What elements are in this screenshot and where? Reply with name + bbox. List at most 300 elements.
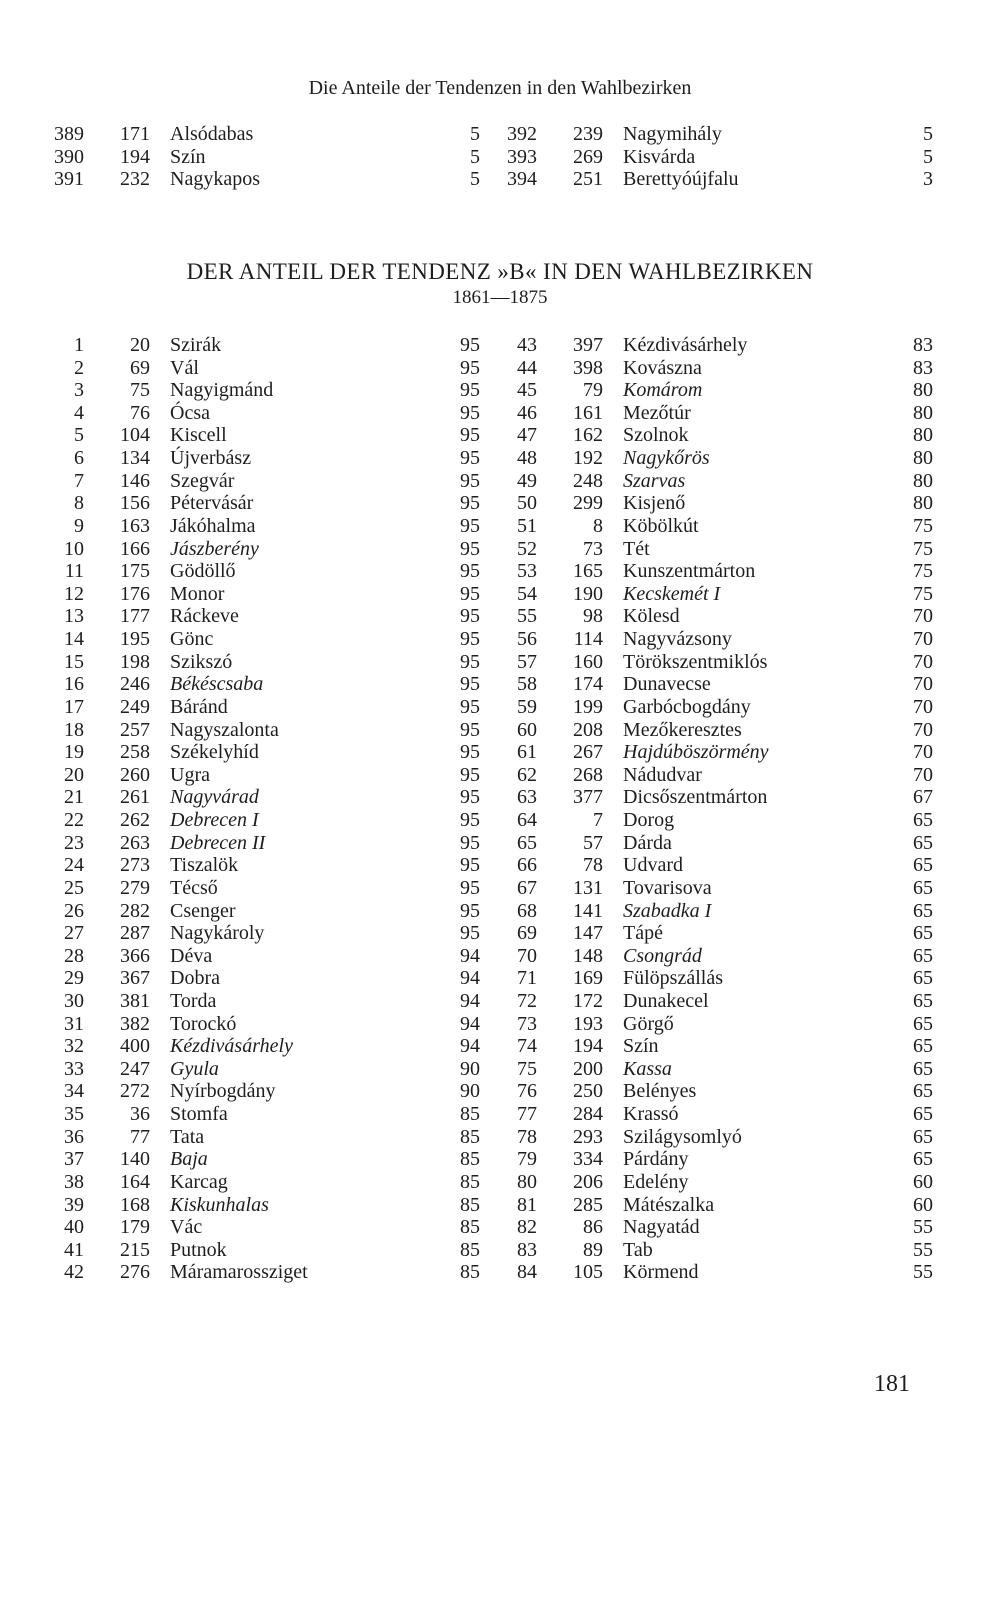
percentage-cell: 65 bbox=[913, 899, 933, 922]
district-number-cell: 232 bbox=[120, 168, 150, 191]
district-number-cell: 134 bbox=[120, 447, 150, 470]
percentage-cell: 85 bbox=[460, 1170, 480, 1193]
table-row bbox=[44, 356, 484, 380]
rank-cell: 40 bbox=[64, 1216, 84, 1239]
table-row bbox=[497, 740, 937, 764]
district-number-cell: 284 bbox=[573, 1103, 603, 1126]
table-row bbox=[497, 831, 937, 855]
district-name-cell: Szikszó bbox=[170, 650, 233, 673]
rank-cell: 67 bbox=[517, 876, 537, 899]
district-name-cell: Gyula bbox=[170, 1057, 219, 1080]
district-name-cell: Déva bbox=[170, 944, 213, 967]
district-number-cell: 299 bbox=[573, 492, 603, 515]
section-years: 1861—1875 bbox=[452, 287, 548, 308]
rank-cell: 21 bbox=[64, 786, 84, 809]
district-number-cell: 250 bbox=[573, 1080, 603, 1103]
table-row bbox=[44, 1012, 484, 1036]
percentage-cell: 95 bbox=[460, 854, 480, 877]
rank-cell: 47 bbox=[517, 424, 537, 447]
rank-cell: 79 bbox=[517, 1148, 537, 1171]
rank-cell: 34 bbox=[64, 1080, 84, 1103]
district-name-cell: Dobra bbox=[170, 967, 220, 990]
district-number-cell: 247 bbox=[120, 1057, 150, 1080]
district-name-cell: Kiscell bbox=[170, 424, 227, 447]
percentage-cell: 5 bbox=[470, 145, 480, 168]
table-row bbox=[497, 1057, 937, 1081]
district-number-cell: 131 bbox=[573, 876, 603, 899]
district-name-cell: Szirák bbox=[170, 334, 222, 356]
district-name-cell: Törökszentmiklós bbox=[623, 650, 768, 673]
rank-cell: 35 bbox=[64, 1103, 84, 1126]
section-title: DER ANTEIL DER TENDENZ »B« IN DEN WAHLBEZIRKEN bbox=[186, 259, 814, 284]
percentage-cell: 70 bbox=[913, 605, 933, 628]
rank-cell: 55 bbox=[517, 605, 537, 628]
district-name-cell: Hajdúböszörmény bbox=[623, 741, 769, 764]
rank-cell: 63 bbox=[517, 786, 537, 809]
district-number-cell: 147 bbox=[573, 922, 603, 945]
district-number-cell: 268 bbox=[573, 763, 603, 786]
district-name-cell: Debrecen II bbox=[170, 831, 266, 854]
district-name-cell: Tápé bbox=[623, 922, 663, 945]
table-row bbox=[44, 695, 484, 719]
rank-cell: 33 bbox=[64, 1057, 84, 1080]
table-row bbox=[497, 145, 937, 169]
district-name-cell: Tiszalök bbox=[170, 854, 239, 877]
percentage-cell: 5 bbox=[923, 123, 933, 145]
rank-cell: 44 bbox=[517, 356, 537, 379]
district-number-cell: 104 bbox=[120, 424, 150, 447]
table-row bbox=[44, 167, 484, 191]
rank-cell: 391 bbox=[54, 168, 84, 191]
district-name-cell: Nádudvar bbox=[623, 763, 702, 786]
percentage-cell: 95 bbox=[460, 628, 480, 651]
district-number-cell: 141 bbox=[573, 899, 603, 922]
table-row bbox=[44, 145, 484, 169]
district-number-cell: 293 bbox=[573, 1125, 603, 1148]
table-row bbox=[497, 537, 937, 561]
rank-cell: 5 bbox=[74, 424, 84, 447]
district-name-cell: Komárom bbox=[623, 379, 703, 402]
table-row bbox=[44, 1102, 484, 1126]
rank-cell: 68 bbox=[517, 899, 537, 922]
percentage-cell: 94 bbox=[460, 989, 480, 1012]
table-row bbox=[497, 650, 937, 674]
rank-cell: 16 bbox=[64, 673, 84, 696]
rank-cell: 22 bbox=[64, 809, 84, 832]
district-number-cell: 272 bbox=[120, 1080, 150, 1103]
percentage-cell: 94 bbox=[460, 1012, 480, 1035]
district-number-cell: 260 bbox=[120, 763, 150, 786]
table-row bbox=[497, 491, 937, 515]
district-name-cell: Nyírbogdány bbox=[170, 1080, 276, 1103]
table-row bbox=[44, 1170, 484, 1194]
percentage-cell: 60 bbox=[913, 1193, 933, 1216]
district-number-cell: 161 bbox=[573, 401, 603, 424]
district-name-cell: Karcag bbox=[170, 1170, 228, 1193]
table-row bbox=[497, 333, 937, 357]
rank-cell: 69 bbox=[517, 922, 537, 945]
district-number-cell: 114 bbox=[573, 628, 603, 651]
district-number-cell: 163 bbox=[120, 514, 150, 537]
district-name-cell: Debrecen I bbox=[170, 809, 259, 832]
percentage-cell: 75 bbox=[913, 514, 933, 537]
table-row bbox=[497, 1193, 937, 1217]
percentage-cell: 94 bbox=[460, 967, 480, 990]
rank-cell: 58 bbox=[517, 673, 537, 696]
district-number-cell: 86 bbox=[583, 1216, 603, 1239]
district-number-cell: 397 bbox=[573, 334, 603, 356]
district-name-cell: Mezőtúr bbox=[623, 401, 691, 424]
percentage-cell: 65 bbox=[913, 1057, 933, 1080]
percentage-cell: 80 bbox=[913, 447, 933, 470]
rank-cell: 61 bbox=[517, 741, 537, 764]
district-number-cell: 190 bbox=[573, 582, 603, 605]
percentage-cell: 95 bbox=[460, 922, 480, 945]
rank-cell: 15 bbox=[64, 650, 84, 673]
district-number-cell: 194 bbox=[120, 145, 150, 168]
percentage-cell: 85 bbox=[460, 1238, 480, 1261]
percentage-cell: 65 bbox=[913, 1103, 933, 1126]
table-row bbox=[44, 650, 484, 674]
rank-cell: 17 bbox=[64, 695, 84, 718]
district-number-cell: 382 bbox=[120, 1012, 150, 1035]
district-number-cell: 194 bbox=[573, 1035, 603, 1058]
percentage-cell: 65 bbox=[913, 876, 933, 899]
percentage-cell: 3 bbox=[923, 168, 933, 191]
district-number-cell: 279 bbox=[120, 876, 150, 899]
percentage-cell: 95 bbox=[460, 899, 480, 922]
percentage-cell: 83 bbox=[913, 356, 933, 379]
table-row bbox=[497, 1125, 937, 1149]
district-name-cell: Szín bbox=[170, 145, 206, 168]
district-name-cell: Tovarisova bbox=[623, 876, 712, 899]
rank-cell: 392 bbox=[507, 123, 537, 145]
table-row bbox=[497, 122, 937, 146]
district-name-cell: Dicsőszentmárton bbox=[623, 786, 768, 809]
rank-cell: 57 bbox=[517, 650, 537, 673]
rank-cell: 64 bbox=[517, 809, 537, 832]
percentage-cell: 95 bbox=[460, 401, 480, 424]
district-number-cell: 140 bbox=[120, 1148, 150, 1171]
district-name-cell: Újverbász bbox=[170, 447, 252, 470]
table-row bbox=[497, 1215, 937, 1239]
table-row bbox=[44, 1125, 484, 1149]
percentage-cell: 55 bbox=[913, 1238, 933, 1261]
table-row bbox=[497, 627, 937, 651]
district-number-cell: 174 bbox=[573, 673, 603, 696]
district-name-cell: Dunakecel bbox=[623, 989, 709, 1012]
percentage-cell: 90 bbox=[460, 1080, 480, 1103]
table-row bbox=[497, 672, 937, 696]
district-number-cell: 79 bbox=[583, 379, 603, 402]
percentage-cell: 83 bbox=[913, 334, 933, 356]
district-number-cell: 261 bbox=[120, 786, 150, 809]
district-name-cell: Kölesd bbox=[623, 605, 680, 628]
district-number-cell: 257 bbox=[120, 718, 150, 741]
district-name-cell: Baja bbox=[170, 1148, 208, 1171]
percentage-cell: 95 bbox=[460, 786, 480, 809]
running-head: Die Anteile der Tendenzen in den Wahlbezirken bbox=[308, 77, 692, 99]
rank-cell: 1 bbox=[74, 334, 84, 356]
table-row bbox=[44, 831, 484, 855]
rank-cell: 56 bbox=[517, 628, 537, 651]
district-name-cell: Dárda bbox=[623, 831, 672, 854]
table-row bbox=[44, 446, 484, 470]
district-name-cell: Dorog bbox=[623, 809, 675, 832]
percentage-cell: 80 bbox=[913, 424, 933, 447]
table-row bbox=[497, 604, 937, 628]
district-number-cell: 381 bbox=[120, 989, 150, 1012]
percentage-cell: 95 bbox=[460, 560, 480, 583]
table-row bbox=[44, 1193, 484, 1217]
rank-cell: 28 bbox=[64, 944, 84, 967]
table-row bbox=[44, 1260, 484, 1284]
percentage-cell: 85 bbox=[460, 1148, 480, 1171]
district-name-cell: Ócsa bbox=[170, 401, 210, 424]
district-name-cell: Kisjenő bbox=[623, 492, 686, 515]
district-name-cell: Kassa bbox=[623, 1057, 672, 1080]
table-row bbox=[497, 469, 937, 493]
district-name-cell: Mátészalka bbox=[623, 1193, 715, 1216]
table-row bbox=[44, 559, 484, 583]
district-number-cell: 263 bbox=[120, 831, 150, 854]
rank-cell: 50 bbox=[517, 492, 537, 515]
percentage-cell: 95 bbox=[460, 809, 480, 832]
district-name-cell: Pétervásár bbox=[170, 492, 254, 515]
percentage-cell: 65 bbox=[913, 1148, 933, 1171]
percentage-cell: 70 bbox=[913, 741, 933, 764]
district-number-cell: 160 bbox=[573, 650, 603, 673]
district-name-cell: Tata bbox=[170, 1125, 205, 1148]
table-row bbox=[44, 899, 484, 923]
district-number-cell: 367 bbox=[120, 967, 150, 990]
table-row bbox=[44, 966, 484, 990]
district-number-cell: 8 bbox=[593, 514, 603, 537]
rank-cell: 4 bbox=[74, 401, 84, 424]
percentage-cell: 85 bbox=[460, 1125, 480, 1148]
percentage-cell: 95 bbox=[460, 695, 480, 718]
district-number-cell: 156 bbox=[120, 492, 150, 515]
district-number-cell: 98 bbox=[583, 605, 603, 628]
table-row bbox=[44, 378, 484, 402]
table-row bbox=[44, 1034, 484, 1058]
table-row bbox=[44, 740, 484, 764]
rank-cell: 75 bbox=[517, 1057, 537, 1080]
table-row bbox=[497, 785, 937, 809]
district-number-cell: 89 bbox=[583, 1238, 603, 1261]
district-number-cell: 377 bbox=[573, 786, 603, 809]
percentage-cell: 5 bbox=[470, 123, 480, 145]
percentage-cell: 95 bbox=[460, 447, 480, 470]
district-name-cell: Kézdivásárhely bbox=[170, 1035, 293, 1058]
rank-cell: 394 bbox=[507, 168, 537, 191]
district-number-cell: 366 bbox=[120, 944, 150, 967]
percentage-cell: 75 bbox=[913, 560, 933, 583]
table-row bbox=[44, 491, 484, 515]
rank-cell: 18 bbox=[64, 718, 84, 741]
district-name-cell: Gönc bbox=[170, 628, 214, 651]
percentage-cell: 60 bbox=[913, 1170, 933, 1193]
table-row bbox=[44, 514, 484, 538]
district-name-cell: Técső bbox=[170, 876, 218, 899]
percentage-cell: 80 bbox=[913, 469, 933, 492]
percentage-cell: 75 bbox=[913, 582, 933, 605]
district-number-cell: 248 bbox=[573, 469, 603, 492]
percentage-cell: 65 bbox=[913, 831, 933, 854]
district-number-cell: 215 bbox=[120, 1238, 150, 1261]
percentage-cell: 85 bbox=[460, 1216, 480, 1239]
district-name-cell: Báránd bbox=[170, 695, 228, 718]
table-row bbox=[497, 401, 937, 425]
rank-cell: 7 bbox=[74, 469, 84, 492]
percentage-cell: 94 bbox=[460, 944, 480, 967]
district-number-cell: 246 bbox=[120, 673, 150, 696]
district-number-cell: 168 bbox=[120, 1193, 150, 1216]
district-name-cell: Jászberény bbox=[170, 537, 259, 560]
district-name-cell: Székelyhíd bbox=[170, 741, 259, 764]
district-number-cell: 162 bbox=[573, 424, 603, 447]
table-row bbox=[497, 167, 937, 191]
table-row bbox=[497, 1012, 937, 1036]
rank-cell: 37 bbox=[64, 1148, 84, 1171]
percentage-cell: 70 bbox=[913, 763, 933, 786]
district-number-cell: 179 bbox=[120, 1216, 150, 1239]
table-row bbox=[44, 333, 484, 357]
district-number-cell: 75 bbox=[130, 379, 150, 402]
district-name-cell: Csongrád bbox=[623, 944, 702, 967]
rank-cell: 20 bbox=[64, 763, 84, 786]
district-number-cell: 73 bbox=[583, 537, 603, 560]
district-name-cell: Nagyigmánd bbox=[170, 379, 274, 402]
percentage-cell: 95 bbox=[460, 673, 480, 696]
rank-cell: 42 bbox=[64, 1261, 84, 1284]
page-number: 181 bbox=[874, 1371, 910, 1397]
rank-cell: 24 bbox=[64, 854, 84, 877]
table-row bbox=[497, 1102, 937, 1126]
table-row bbox=[44, 122, 484, 146]
district-name-cell: Körmend bbox=[623, 1261, 699, 1284]
district-number-cell: 166 bbox=[120, 537, 150, 560]
district-number-cell: 176 bbox=[120, 582, 150, 605]
district-number-cell: 200 bbox=[573, 1057, 603, 1080]
district-number-cell: 208 bbox=[573, 718, 603, 741]
table-row bbox=[44, 1057, 484, 1081]
table-row bbox=[44, 401, 484, 425]
rank-cell: 26 bbox=[64, 899, 84, 922]
district-name-cell: Jákóhalma bbox=[170, 514, 256, 537]
district-name-cell: Nagyvázsony bbox=[623, 628, 732, 651]
percentage-cell: 65 bbox=[913, 922, 933, 945]
rank-cell: 8 bbox=[74, 492, 84, 515]
district-name-cell: Berettyóújfalu bbox=[623, 168, 739, 191]
district-name-cell: Szolnok bbox=[623, 424, 689, 447]
table-row bbox=[44, 989, 484, 1013]
district-name-cell: Udvard bbox=[623, 854, 683, 877]
district-name-cell: Szegvár bbox=[170, 469, 235, 492]
table-row bbox=[497, 582, 937, 606]
district-name-cell: Gödöllő bbox=[170, 560, 236, 583]
percentage-cell: 95 bbox=[460, 831, 480, 854]
district-number-cell: 148 bbox=[573, 944, 603, 967]
table-row bbox=[44, 718, 484, 742]
rank-cell: 19 bbox=[64, 741, 84, 764]
table-row bbox=[44, 537, 484, 561]
table-row bbox=[44, 672, 484, 696]
rank-cell: 66 bbox=[517, 854, 537, 877]
district-number-cell: 177 bbox=[120, 605, 150, 628]
table-row bbox=[44, 808, 484, 832]
district-number-cell: 36 bbox=[130, 1103, 150, 1126]
district-name-cell: Kisvárda bbox=[623, 145, 696, 168]
percentage-cell: 70 bbox=[913, 673, 933, 696]
rank-cell: 80 bbox=[517, 1170, 537, 1193]
rank-cell: 3 bbox=[74, 379, 84, 402]
district-name-cell: Nagyszalonta bbox=[170, 718, 279, 741]
district-name-cell: Szarvas bbox=[623, 469, 686, 492]
percentage-cell: 65 bbox=[913, 1012, 933, 1035]
percentage-cell: 5 bbox=[923, 145, 933, 168]
district-number-cell: 334 bbox=[573, 1148, 603, 1171]
percentage-cell: 95 bbox=[460, 650, 480, 673]
rank-cell: 14 bbox=[64, 628, 84, 651]
district-number-cell: 400 bbox=[120, 1035, 150, 1058]
district-number-cell: 77 bbox=[130, 1125, 150, 1148]
table-row bbox=[44, 469, 484, 493]
percentage-cell: 70 bbox=[913, 718, 933, 741]
district-name-cell: Nagyvárad bbox=[170, 786, 259, 809]
district-name-cell: Tab bbox=[623, 1238, 653, 1261]
district-name-cell: Garbócbogdány bbox=[623, 695, 751, 718]
rank-cell: 10 bbox=[64, 537, 84, 560]
table-row bbox=[497, 1238, 937, 1262]
district-name-cell: Putnok bbox=[170, 1238, 227, 1261]
district-name-cell: Edelény bbox=[623, 1170, 689, 1193]
table-row bbox=[497, 1147, 937, 1171]
rank-cell: 38 bbox=[64, 1170, 84, 1193]
table-row bbox=[497, 378, 937, 402]
table-row bbox=[44, 582, 484, 606]
table-row bbox=[497, 514, 937, 538]
district-number-cell: 398 bbox=[573, 356, 603, 379]
percentage-cell: 85 bbox=[460, 1193, 480, 1216]
rank-cell: 74 bbox=[517, 1035, 537, 1058]
district-name-cell: Vác bbox=[170, 1216, 203, 1239]
district-name-cell: Vál bbox=[170, 356, 199, 379]
table-row bbox=[44, 921, 484, 945]
district-name-cell: Krassó bbox=[623, 1103, 679, 1126]
table-row bbox=[497, 1079, 937, 1103]
district-number-cell: 195 bbox=[120, 628, 150, 651]
district-number-cell: 282 bbox=[120, 899, 150, 922]
district-number-cell: 258 bbox=[120, 741, 150, 764]
rank-cell: 32 bbox=[64, 1035, 84, 1058]
table-row bbox=[497, 944, 937, 968]
table-row bbox=[497, 559, 937, 583]
rank-cell: 81 bbox=[517, 1193, 537, 1216]
percentage-cell: 95 bbox=[460, 582, 480, 605]
rank-cell: 12 bbox=[64, 582, 84, 605]
rank-cell: 62 bbox=[517, 763, 537, 786]
percentage-cell: 55 bbox=[913, 1261, 933, 1284]
rank-cell: 389 bbox=[54, 123, 84, 145]
district-name-cell: Nagyatád bbox=[623, 1216, 700, 1239]
district-name-cell: Kiskunhalas bbox=[170, 1193, 269, 1216]
percentage-cell: 95 bbox=[460, 379, 480, 402]
percentage-cell: 95 bbox=[460, 537, 480, 560]
district-number-cell: 269 bbox=[573, 145, 603, 168]
district-name-cell: Köbölkút bbox=[623, 514, 699, 537]
rank-cell: 36 bbox=[64, 1125, 84, 1148]
